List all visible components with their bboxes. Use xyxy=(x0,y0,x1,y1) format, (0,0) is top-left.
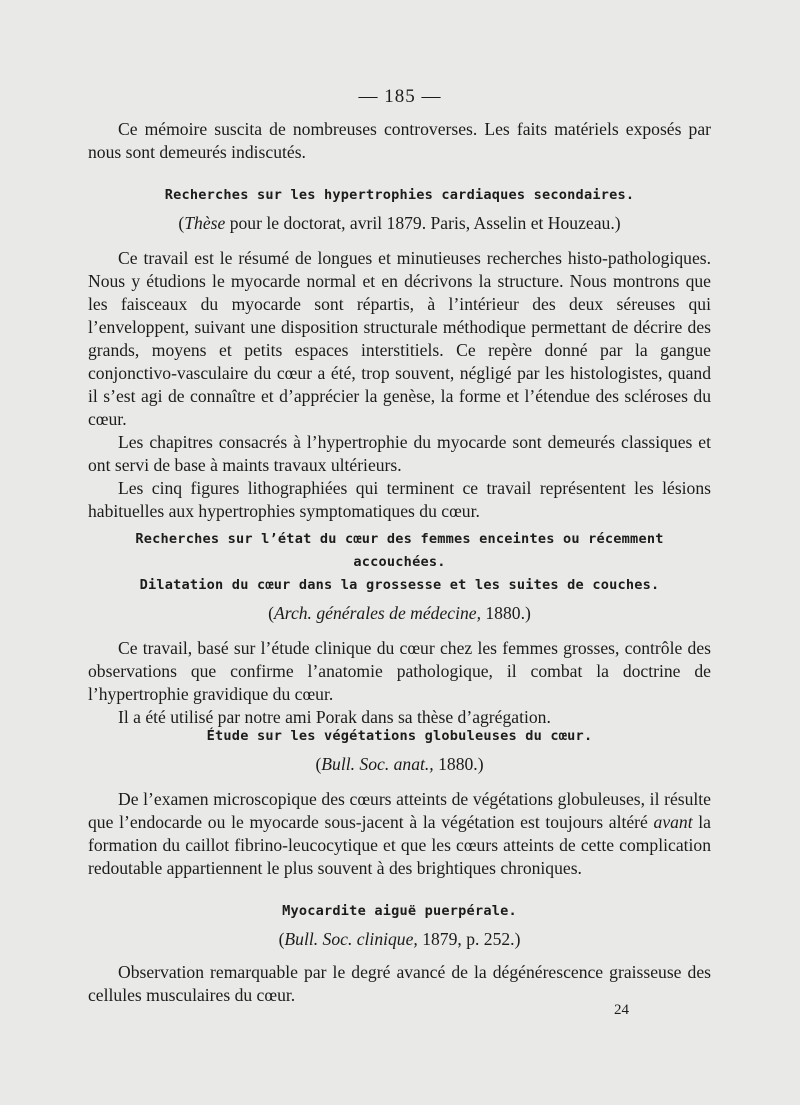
section-myocardite xyxy=(88,900,711,1007)
section-heading: Myocardite aiguë puerpérale. xyxy=(282,903,517,919)
section-citation: (Thèse pour le doctorat, avril 1879. Paris, Asselin et Houzeau.) xyxy=(178,213,621,233)
section-heading: Recherches sur les hypertrophies cardiaques secondaires. xyxy=(164,187,635,203)
section-femmes-enceintes xyxy=(88,528,711,729)
paragraph: Ce travail est le résumé de longues et minutieuses recherches histo-pathologiques. Nous y étudions le myocarde normal et en décrivons la structure. Nous montrons que les faisceaux du myocarde sont répartis, à l’intérieur des deux séreuses qui l’enveloppent, suivant une disposition structurale méthodique permettant de décrire des grands, moyens et petits espaces interstitiels. Ce repère donné par la gangue conjonctivo-vasculaire du cœur a été, trop souvent, négligé par les histologistes, quand il s’est agi de connaître et d’apprécier la genèse, la forme et l’étendue des scléroses du cœur. xyxy=(88,248,711,429)
citation-italic: Bull. Soc. anat., xyxy=(321,754,434,774)
section-citation: (Bull. Soc. clinique, 1879, p. 252.) xyxy=(278,929,521,949)
paragraph: Observation remarquable par le degré avancé de la dégénérescence graisseuse des cellules musculaires du cœur. xyxy=(88,962,711,1005)
intro-paragraph: Ce mémoire suscita de nombreuses controverses. Les faits matériels exposés par nous sont demeurés indiscutés. xyxy=(88,119,711,162)
signature-mark: 24 xyxy=(614,1002,629,1018)
paragraph: Ce travail, basé sur l’étude clinique du cœur chez les femmes grosses, contrôle des observations que confirme l’anatomie pathologique, il combat la doctrine de l’hypertrophie gravidique du cœur. xyxy=(88,638,711,704)
section-subheading: Dilatation du cœur dans la grossesse et les suites de couches. xyxy=(139,577,660,593)
citation-italic: Arch. générales de médecine, xyxy=(274,603,481,623)
paragraph: Les chapitres consacrés à l’hypertrophie du myocarde sont demeurés classiques et ont servi de base à maints travaux ultérieurs. xyxy=(88,432,711,475)
section-heading: Étude sur les végétations globuleuses du cœur. xyxy=(206,728,593,744)
paragraph: Les cinq figures lithographiées qui terminent ce travail représentent les lésions habituelles aux hypertrophies symptomatiques du cœur. xyxy=(88,478,711,521)
page-number: — 185 — xyxy=(358,86,442,107)
section-citation: (Bull. Soc. anat., 1880.) xyxy=(315,754,484,774)
emphasis-avant: avant xyxy=(653,812,693,832)
section-heading: Recherches sur l’état du cœur des femmes enceintes ou récemment accouchées. xyxy=(135,531,664,570)
section-vegetations xyxy=(88,725,711,880)
citation-italic: Bull. Soc. clinique, xyxy=(284,929,418,949)
paragraph: Il a été utilisé par notre ami Porak dans sa thèse d’agrégation. xyxy=(118,707,551,727)
section-hypertrophies xyxy=(88,184,711,523)
section-citation: (Arch. générales de médecine, 1880.) xyxy=(268,603,531,623)
intro-block xyxy=(88,118,711,164)
paragraph: De l’examen microscopique des cœurs atteints de végétations globuleuses, il résulte que l’endocarde ou le myocarde sous-jacent à la végétation est toujours altéré avant la formation du caillot fibrino-leucocytique et que les cœurs atteints de cette complication redoutable appartiennent le plus souvent à des brightiques chroniques. xyxy=(88,789,711,878)
citation-italic: Thèse xyxy=(184,213,226,233)
